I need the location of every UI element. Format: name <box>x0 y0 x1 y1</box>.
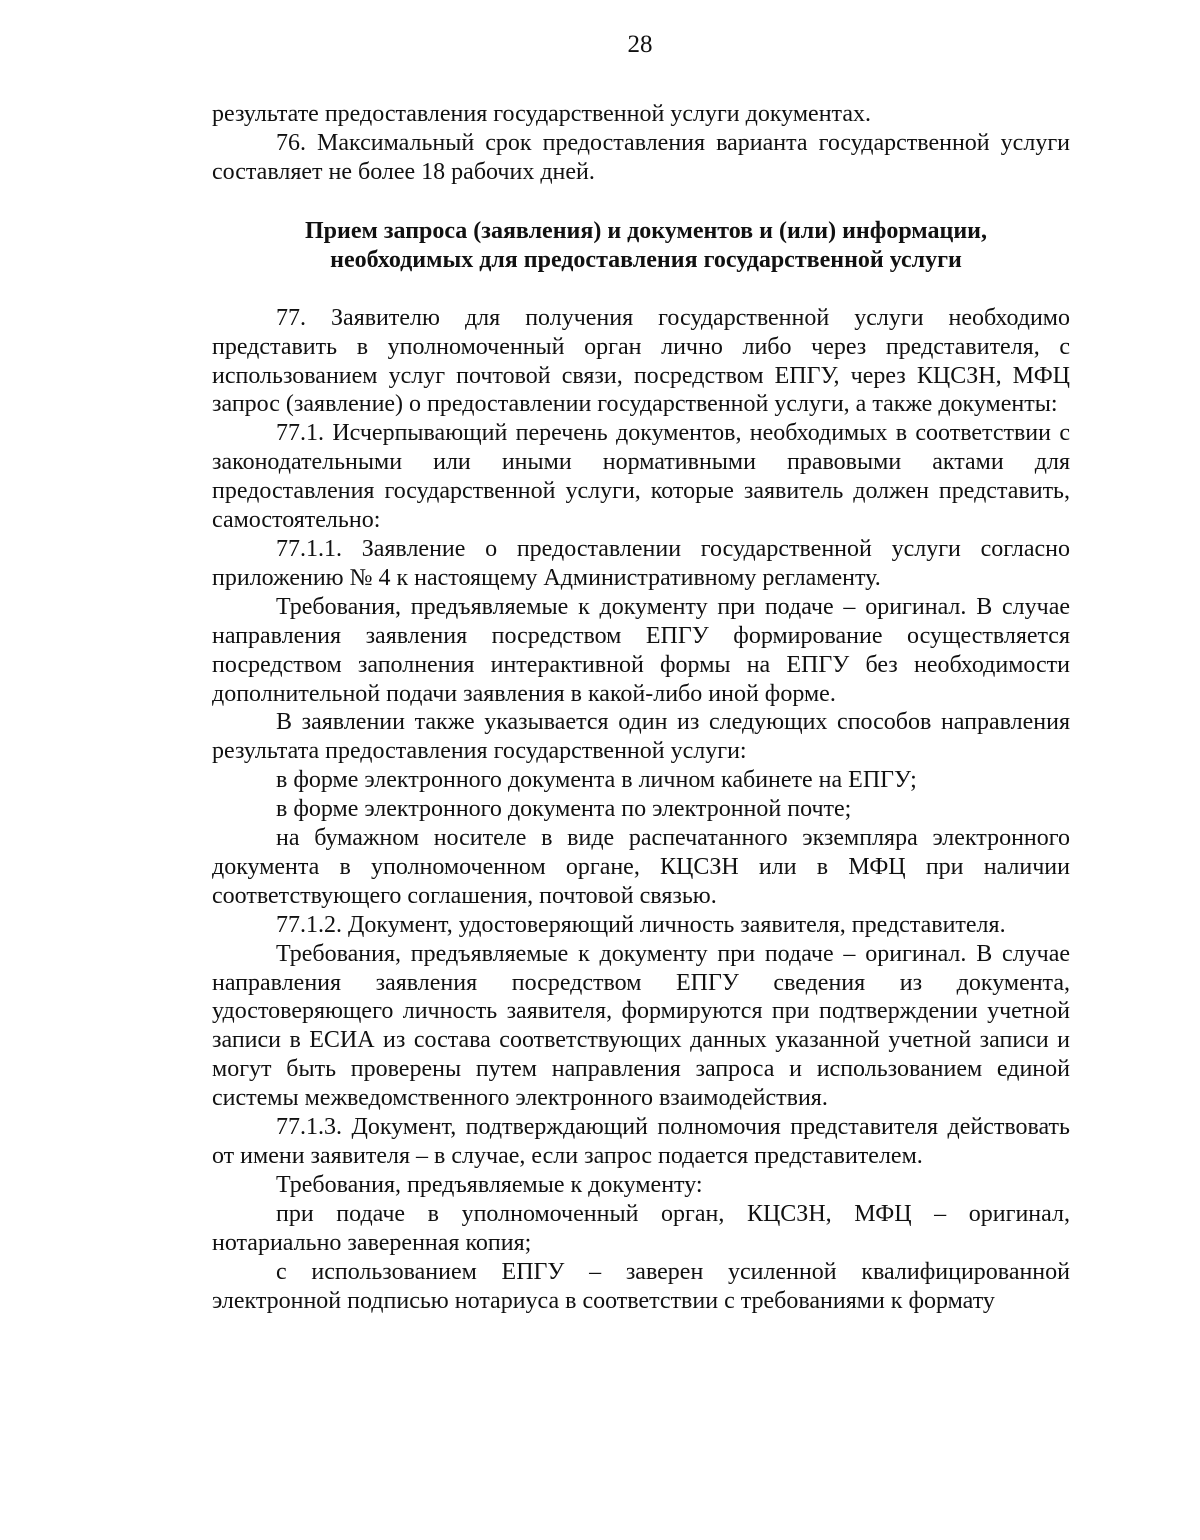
list-item-email: в форме электронного документа по электронной почте; <box>276 796 852 823</box>
list-item-paper: на бумажном носителе в виде распечатанного экземпляра электронного документа в уполномоченном органе, КЦСЗН или в МФЦ при наличии соответствующего соглашения, почтовой связью. <box>212 825 1070 909</box>
paragraph-requirements-application: Требования, предъявляемые к документу при подаче – оригинал. В случае направления заявления посредством ЕПГУ формирование осуществляется посредством заполнения интерактивной формы на ЕПГУ без необходимости дополнительной подачи заявления в какой-либо иной форме. <box>212 593 1070 707</box>
paragraph-requirements-header: Требования, предъявляемые к документу: <box>276 1171 703 1198</box>
paragraph-77: 77. Заявителю для получения государственной услуги необходимо представить в уполномоченный орган лично либо через представителя, с использованием услуг почтовой связи, посредством ЕПГУ, через КЦСЗН, МФЦ запрос (заявление) о предоставлении государственной услуги, а также документы: <box>212 304 1070 418</box>
document-body <box>212 100 1070 1315</box>
paragraph-77-1-2: 77.1.2. Документ, удостоверяющий личность заявителя, представителя. <box>276 911 1006 938</box>
paragraph-77-1-3: 77.1.3. Документ, подтверждающий полномочия представителя действовать от имени заявителя – в случае, если запрос подается представителем. <box>212 1114 1070 1169</box>
list-item-in-person: при подаче в уполномоченный орган, КЦСЗН, МФЦ – оригинал, нотариально заверенная копия; <box>212 1200 1070 1256</box>
paragraph-continuation: результате предоставления государственной услуги документах. <box>212 101 871 127</box>
section-heading <box>212 217 1070 275</box>
paragraph-76: 76. Максимальный срок предоставления варианта государственной услуги составляет не более 18 рабочих дней. <box>212 129 1070 185</box>
list-item-epgu: с использованием ЕПГУ – заверен усиленной квалифицированной электронной подписью нотариуса в соответствии с требованиями к формату <box>212 1258 1070 1314</box>
section-heading-line-2: необходимых для предоставления государственной услуги <box>330 246 962 273</box>
paragraph-77-1-1: 77.1.1. Заявление о предоставлении государственной услуги согласно приложению № 4 к настоящему Административному регламенту. <box>212 535 1070 591</box>
paragraph-77-1: 77.1. Исчерпывающий перечень документов, необходимых в соответствии с законодательными или иными нормативными правовыми актами для предоставления государственной услуги, которые заявитель должен представить, самостоятельно: <box>212 420 1070 534</box>
list-item-personal-cabinet: в форме электронного документа в личном кабинете на ЕПГУ; <box>276 767 917 794</box>
paragraph-result-methods: В заявлении также указывается один из следующих способов направления результата предоставления государственной услуги: <box>212 709 1070 765</box>
paragraph-requirements-identity: Требования, предъявляемые к документу при подаче – оригинал. В случае направления заявления посредством ЕПГУ сведения из документа, удостоверяющего личность заявителя, формируются при подтверждении учетной записи в ЕСИА из состава соответствующих данных указанной учетной записи и могут быть проверены путем направления запроса и использованием единой системы межведомственного электронного взаимодействия. <box>212 940 1070 1112</box>
section-heading-line-1: Прием запроса (заявления) и документов и (или) информации, <box>305 217 987 244</box>
page-number: 28 <box>627 31 653 58</box>
